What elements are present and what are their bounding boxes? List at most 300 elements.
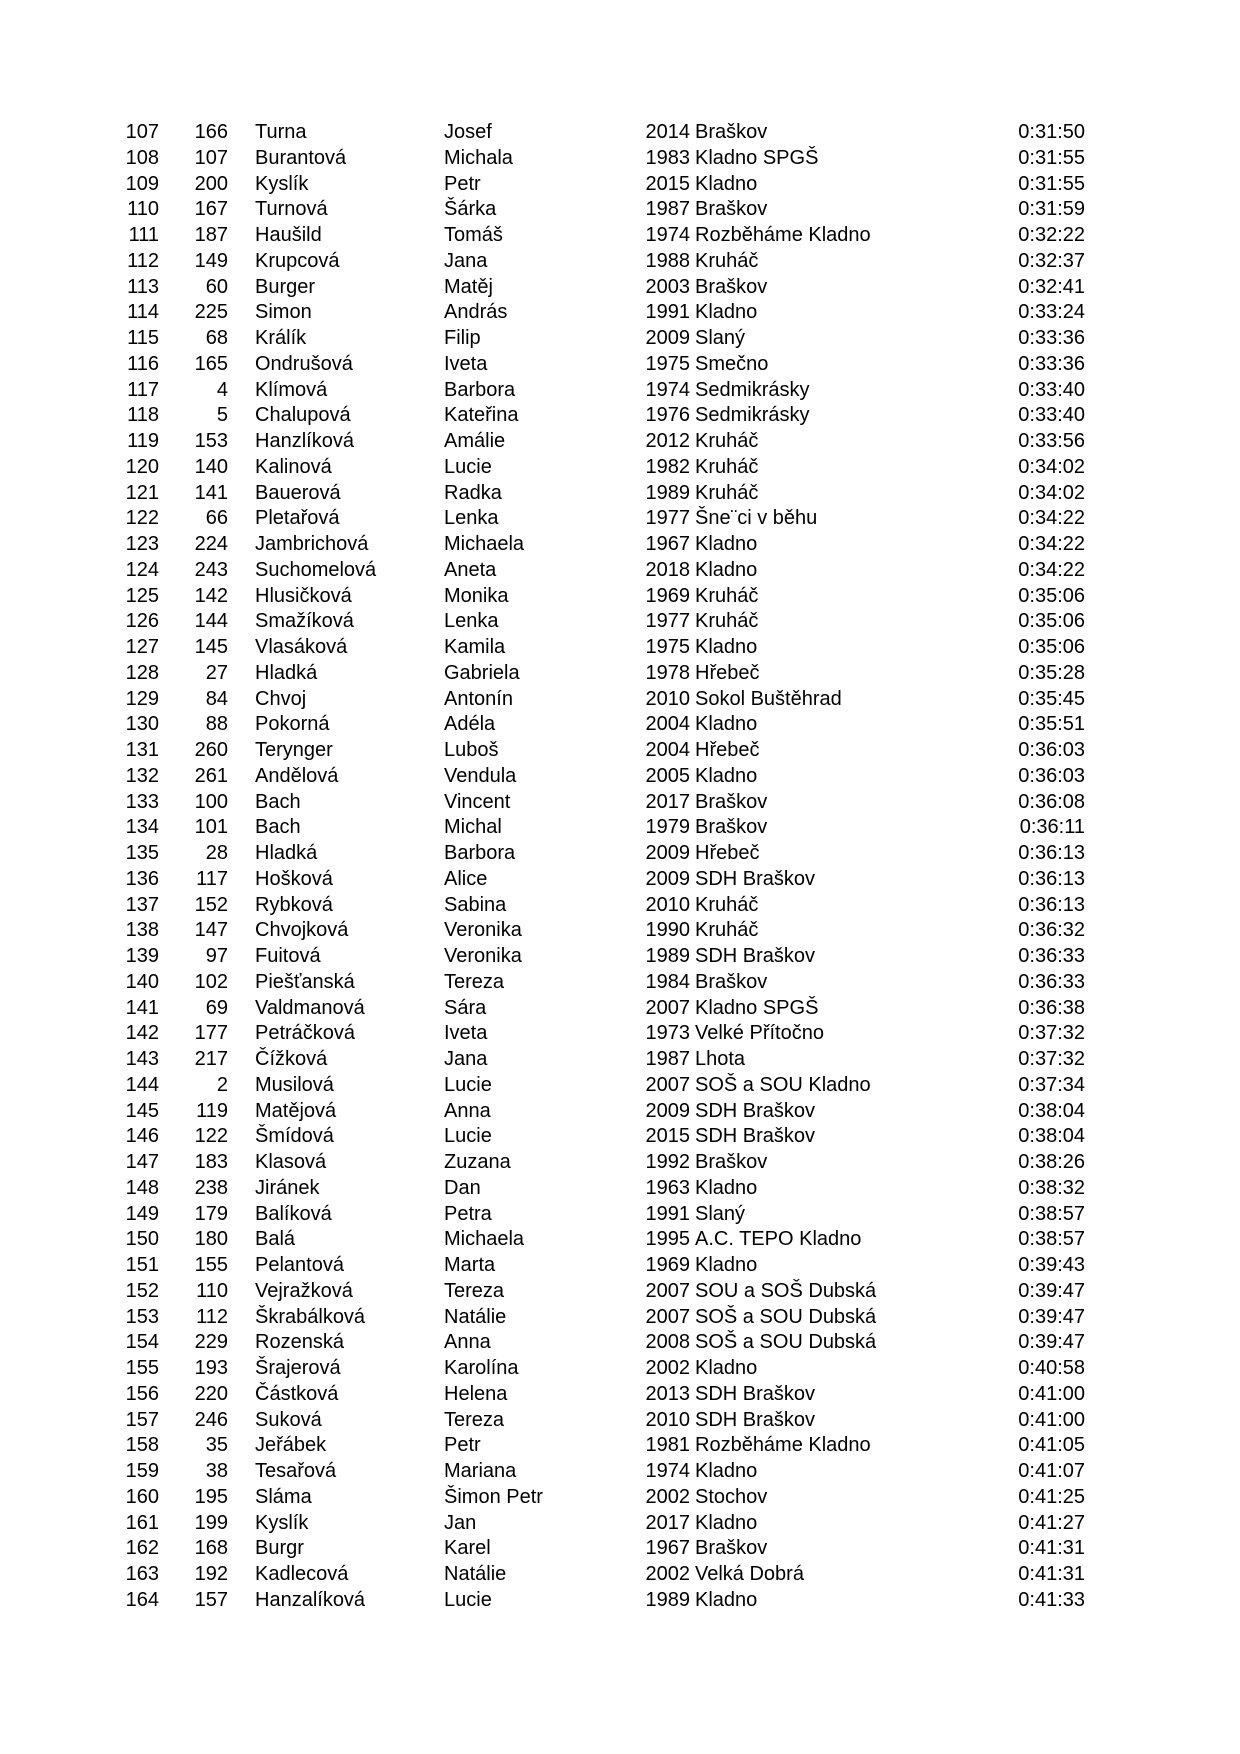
table-row [112, 918, 1085, 944]
table-row [112, 300, 1085, 326]
start-number-cell: 179 [194, 1202, 228, 1225]
birth-year-cell: 1989 [645, 945, 690, 967]
birth-year-cell: 2010 [645, 893, 690, 916]
start-number-cell: 187 [194, 224, 228, 246]
rank-cell: 161 [125, 1511, 159, 1534]
surname-cell: Hlusičková [255, 584, 352, 607]
finish-time-cell: 0:32:37 [1018, 249, 1085, 272]
club-cell: Kruháč [695, 481, 759, 504]
surname-cell: Musilová [255, 1073, 334, 1096]
club-cell: Smečno [695, 352, 769, 375]
club-cell: Braškov [695, 121, 768, 143]
surname-cell: Terynger [255, 739, 333, 761]
finish-time-cell: 0:35:51 [1018, 713, 1085, 736]
table-row [112, 1588, 1085, 1614]
table-row [112, 1511, 1085, 1537]
table-row [112, 506, 1085, 532]
club-cell: Kladno [695, 1588, 758, 1611]
club-cell: Hřebeč [695, 842, 760, 864]
finish-time-cell: 0:33:36 [1018, 352, 1085, 375]
rank-cell: 159 [125, 1460, 159, 1482]
club-cell: Kladno [695, 1511, 758, 1534]
club-cell: Lhota [695, 1048, 746, 1070]
birth-year-cell: 1991 [645, 1202, 690, 1225]
surname-cell: Pletařová [255, 507, 340, 530]
start-number-cell: 38 [205, 1460, 228, 1482]
rank-cell: 131 [125, 739, 159, 761]
finish-time-cell: 0:31:50 [1018, 121, 1085, 143]
finish-time-cell: 0:38:57 [1018, 1228, 1085, 1251]
club-cell: Rozběháme Kladno [695, 224, 871, 246]
finish-time-cell: 0:41:27 [1018, 1511, 1085, 1534]
table-row [112, 1124, 1085, 1150]
table-row [112, 172, 1085, 198]
finish-time-cell: 0:35:45 [1018, 687, 1085, 710]
start-number-cell: 27 [205, 661, 228, 684]
table-row [112, 815, 1085, 841]
surname-cell: Kalinová [255, 455, 332, 478]
start-number-cell: 110 [196, 1279, 228, 1302]
club-cell: Šne¨ci v běhu [695, 507, 818, 530]
club-cell: Kladno SPGŠ [695, 996, 819, 1019]
club-cell: Braškov [695, 1537, 768, 1560]
first-name-cell: Barbora [444, 378, 516, 401]
start-number-cell: 122 [194, 1125, 228, 1148]
finish-time-cell: 0:35:06 [1018, 610, 1085, 633]
first-name-cell: Tomáš [444, 224, 503, 246]
rank-cell: 123 [125, 533, 159, 555]
first-name-cell: Josef [444, 121, 492, 143]
club-cell: Kladno [695, 558, 758, 581]
club-cell: SDH Braškov [695, 1099, 816, 1122]
birth-year-cell: 2009 [645, 842, 690, 864]
start-number-cell: 225 [194, 301, 228, 324]
club-cell: SDH Braškov [695, 1408, 816, 1431]
surname-cell: Simon [255, 301, 312, 324]
first-name-cell: Michala [444, 146, 513, 169]
first-name-cell: Amálie [444, 430, 506, 452]
start-number-cell: 35 [205, 1434, 228, 1457]
table-row [112, 841, 1085, 867]
surname-cell: Králík [255, 327, 307, 349]
table-row [112, 1459, 1085, 1485]
finish-time-cell: 0:39:43 [1018, 1254, 1085, 1276]
surname-cell: Bach [255, 790, 301, 813]
finish-time-cell: 0:38:26 [1018, 1151, 1085, 1173]
surname-cell: Suchomelová [255, 558, 377, 581]
birth-year-cell: 2009 [645, 327, 690, 349]
rank-cell: 116 [127, 352, 159, 375]
club-cell: SOŠ a SOU Dubská [695, 1331, 877, 1354]
rank-cell: 151 [125, 1254, 159, 1276]
finish-time-cell: 0:33:56 [1018, 430, 1085, 452]
finish-time-cell: 0:36:13 [1018, 842, 1085, 864]
table-row [112, 1150, 1085, 1176]
finish-time-cell: 0:38:04 [1018, 1099, 1085, 1122]
first-name-cell: Matěj [444, 275, 493, 298]
club-cell: Braškov [695, 198, 768, 221]
rank-cell: 134 [125, 816, 159, 839]
table-row [112, 1279, 1085, 1305]
table-row [112, 1202, 1085, 1228]
surname-cell: Bauerová [255, 481, 341, 504]
surname-cell: Jiránek [255, 1176, 320, 1199]
table-row [112, 867, 1085, 893]
start-number-cell: 260 [194, 739, 228, 761]
first-name-cell: Antonín [444, 687, 513, 710]
rank-cell: 164 [125, 1588, 159, 1611]
first-name-cell: Monika [444, 584, 509, 607]
club-cell: Kladno [695, 636, 758, 658]
club-cell: Kruháč [695, 893, 759, 916]
table-row [112, 1356, 1085, 1382]
rank-cell: 154 [125, 1331, 159, 1354]
birth-year-cell: 2003 [645, 275, 690, 298]
birth-year-cell: 1995 [645, 1228, 690, 1251]
first-name-cell: Mariana [444, 1460, 517, 1482]
birth-year-cell: 2002 [645, 1563, 690, 1585]
finish-time-cell: 0:41:25 [1018, 1485, 1085, 1508]
rank-cell: 141 [125, 996, 159, 1019]
birth-year-cell: 2007 [645, 1305, 690, 1328]
finish-time-cell: 0:31:55 [1018, 146, 1085, 169]
table-row [112, 1227, 1085, 1253]
first-name-cell: Natálie [444, 1305, 507, 1328]
first-name-cell: Iveta [444, 1022, 488, 1045]
table-row [112, 146, 1085, 172]
start-number-cell: 165 [194, 352, 228, 375]
rank-cell: 135 [125, 842, 159, 864]
finish-time-cell: 0:41:00 [1018, 1382, 1085, 1405]
start-number-cell: 177 [194, 1022, 228, 1045]
first-name-cell: Helena [444, 1382, 508, 1405]
table-row [112, 1305, 1085, 1331]
rank-cell: 115 [127, 327, 159, 349]
finish-time-cell: 0:38:57 [1018, 1202, 1085, 1225]
finish-time-cell: 0:38:04 [1018, 1125, 1085, 1148]
rank-cell: 128 [125, 661, 159, 684]
table-row [112, 790, 1085, 816]
surname-cell: Chalupová [255, 404, 351, 427]
rank-cell: 153 [125, 1305, 159, 1328]
first-name-cell: Veronika [444, 919, 522, 942]
rank-cell: 129 [125, 687, 159, 710]
table-row [112, 661, 1085, 687]
table-row [112, 275, 1085, 301]
rank-cell: 147 [125, 1151, 159, 1173]
birth-year-cell: 1973 [645, 1022, 690, 1045]
rank-cell: 137 [125, 893, 159, 916]
start-number-cell: 84 [205, 687, 228, 710]
surname-cell: Smažíková [255, 610, 354, 633]
birth-year-cell: 2017 [645, 790, 690, 813]
club-cell: SDH Braškov [695, 1382, 816, 1405]
finish-time-cell: 0:31:59 [1018, 198, 1085, 221]
rank-cell: 142 [125, 1022, 159, 1045]
surname-cell: Klasová [255, 1151, 327, 1173]
birth-year-cell: 1989 [645, 481, 690, 504]
start-number-cell: 149 [194, 249, 228, 272]
finish-time-cell: 0:41:31 [1018, 1563, 1085, 1585]
rank-cell: 145 [125, 1099, 159, 1122]
table-row [112, 635, 1085, 661]
rank-cell: 120 [125, 455, 159, 478]
first-name-cell: Karolína [444, 1357, 519, 1379]
table-row [112, 558, 1085, 584]
rank-cell: 136 [125, 867, 159, 890]
first-name-cell: Barbora [444, 842, 516, 864]
first-name-cell: Veronika [444, 945, 522, 967]
first-name-cell: Iveta [444, 352, 488, 375]
surname-cell: Balá [255, 1228, 296, 1251]
table-row [112, 1073, 1085, 1099]
finish-time-cell: 0:39:47 [1018, 1331, 1085, 1354]
start-number-cell: 117 [196, 867, 228, 890]
surname-cell: Hladká [255, 661, 318, 684]
birth-year-cell: 1982 [645, 455, 690, 478]
club-cell: Sedmikrásky [695, 378, 810, 401]
table-row [112, 1330, 1085, 1356]
start-number-cell: 66 [205, 507, 228, 530]
finish-time-cell: 0:33:24 [1018, 301, 1085, 324]
table-row [112, 532, 1085, 558]
table-row [112, 120, 1085, 146]
surname-cell: Sláma [255, 1485, 312, 1508]
rank-cell: 156 [125, 1382, 159, 1405]
first-name-cell: Natálie [444, 1563, 507, 1585]
start-number-cell: 199 [194, 1511, 228, 1534]
first-name-cell: Tereza [444, 1279, 505, 1302]
finish-time-cell: 0:36:32 [1018, 919, 1085, 942]
surname-cell: Hanzalíková [255, 1588, 366, 1611]
birth-year-cell: 1979 [645, 816, 690, 839]
surname-cell: Čížková [255, 1048, 328, 1070]
surname-cell: Kyslík [255, 172, 309, 195]
birth-year-cell: 1975 [645, 352, 690, 375]
first-name-cell: Kamila [444, 636, 506, 658]
first-name-cell: Michal [444, 816, 502, 839]
table-row [112, 893, 1085, 919]
birth-year-cell: 2013 [645, 1382, 690, 1405]
birth-year-cell: 2007 [645, 996, 690, 1019]
rank-cell: 155 [125, 1357, 159, 1379]
first-name-cell: Lucie [444, 1125, 492, 1148]
finish-time-cell: 0:32:22 [1018, 224, 1085, 246]
club-cell: Kruháč [695, 919, 759, 942]
finish-time-cell: 0:35:28 [1018, 661, 1085, 684]
rank-cell: 133 [125, 790, 159, 813]
rank-cell: 122 [125, 507, 159, 530]
start-number-cell: 60 [205, 275, 228, 298]
start-number-cell: 102 [194, 970, 228, 993]
start-number-cell: 157 [194, 1588, 228, 1611]
rank-cell: 121 [125, 481, 159, 504]
table-row [112, 481, 1085, 507]
table-row [112, 1562, 1085, 1588]
table-row [112, 1021, 1085, 1047]
first-name-cell: Jana [444, 249, 488, 272]
first-name-cell: Luboš [444, 739, 499, 761]
club-cell: Braškov [695, 790, 768, 813]
surname-cell: Petráčková [255, 1022, 356, 1045]
start-number-cell: 224 [194, 533, 228, 555]
club-cell: Kladno [695, 1357, 758, 1379]
table-row [112, 996, 1085, 1022]
surname-cell: Rybková [255, 893, 333, 916]
surname-cell: Burger [255, 275, 316, 298]
rank-cell: 114 [127, 301, 159, 324]
finish-time-cell: 0:36:11 [1019, 816, 1085, 839]
rank-cell: 117 [127, 378, 159, 401]
start-number-cell: 246 [194, 1408, 228, 1431]
start-number-cell: 217 [194, 1048, 228, 1070]
finish-time-cell: 0:36:38 [1018, 996, 1085, 1019]
birth-year-cell: 2015 [645, 1125, 690, 1148]
finish-time-cell: 0:36:33 [1018, 970, 1085, 993]
surname-cell: Pelantová [255, 1254, 344, 1276]
start-number-cell: 195 [194, 1485, 228, 1508]
first-name-cell: Michaela [444, 533, 525, 555]
table-row [112, 1176, 1085, 1202]
start-number-cell: 183 [194, 1151, 228, 1173]
first-name-cell: Adéla [444, 713, 496, 736]
rank-cell: 162 [125, 1537, 159, 1560]
birth-year-cell: 1967 [645, 533, 690, 555]
club-cell: Kladno [695, 1254, 758, 1276]
surname-cell: Kyslík [255, 1511, 309, 1534]
rank-cell: 126 [125, 610, 159, 633]
start-number-cell: 68 [205, 327, 228, 349]
birth-year-cell: 1977 [645, 507, 690, 530]
table-row [112, 1433, 1085, 1459]
surname-cell: Šmídová [255, 1125, 334, 1148]
start-number-cell: 2 [216, 1073, 228, 1096]
birth-year-cell: 2012 [645, 430, 690, 452]
club-cell: Braškov [695, 970, 768, 993]
rank-cell: 110 [127, 198, 159, 221]
surname-cell: Krupcová [255, 249, 340, 272]
birth-year-cell: 2009 [645, 1099, 690, 1122]
start-number-cell: 238 [194, 1176, 228, 1199]
rank-cell: 146 [125, 1125, 159, 1148]
table-row [112, 584, 1085, 610]
birth-year-cell: 1978 [645, 661, 690, 684]
surname-cell: Matějová [255, 1099, 337, 1122]
club-cell: Kruháč [695, 455, 759, 478]
birth-year-cell: 1974 [645, 224, 690, 246]
rank-cell: 148 [125, 1176, 159, 1199]
rank-cell: 124 [125, 558, 159, 581]
surname-cell: Pokorná [255, 713, 330, 736]
start-number-cell: 28 [205, 842, 228, 864]
club-cell: Hřebeč [695, 739, 760, 761]
birth-year-cell: 2008 [645, 1331, 690, 1354]
club-cell: Kladno [695, 172, 758, 195]
rank-cell: 118 [127, 404, 159, 427]
start-number-cell: 192 [194, 1563, 228, 1585]
birth-year-cell: 1963 [645, 1176, 690, 1199]
finish-time-cell: 0:34:22 [1018, 533, 1085, 555]
rank-cell: 139 [125, 945, 159, 967]
finish-time-cell: 0:36:13 [1018, 867, 1085, 890]
start-number-cell: 193 [194, 1357, 228, 1379]
first-name-cell: Kateřina [444, 404, 519, 427]
first-name-cell: Petra [444, 1202, 492, 1225]
finish-time-cell: 0:41:07 [1018, 1460, 1085, 1482]
start-number-cell: 101 [194, 816, 228, 839]
first-name-cell: András [444, 301, 508, 324]
start-number-cell: 155 [194, 1254, 228, 1276]
start-number-cell: 229 [194, 1331, 228, 1354]
table-row [112, 352, 1085, 378]
first-name-cell: Petr [444, 1434, 481, 1457]
first-name-cell: Michaela [444, 1228, 525, 1251]
results-table-body [112, 120, 1085, 1614]
start-number-cell: 107 [194, 146, 228, 169]
club-cell: Slaný [695, 327, 746, 349]
surname-cell: Chvojková [255, 919, 349, 942]
rank-cell: 157 [125, 1408, 159, 1431]
birth-year-cell: 1974 [645, 378, 690, 401]
rank-cell: 113 [127, 275, 159, 298]
surname-cell: Suková [255, 1408, 322, 1431]
rank-cell: 140 [125, 970, 159, 993]
club-cell: Kladno [695, 1460, 758, 1482]
finish-time-cell: 0:33:40 [1018, 404, 1085, 427]
surname-cell: Rozenská [255, 1331, 344, 1354]
club-cell: Kruháč [695, 584, 759, 607]
start-number-cell: 140 [194, 455, 228, 478]
club-cell: SDH Braškov [695, 867, 816, 890]
surname-cell: Bach [255, 816, 301, 839]
finish-time-cell: 0:36:03 [1018, 764, 1085, 787]
birth-year-cell: 2014 [645, 121, 690, 143]
start-number-cell: 145 [194, 636, 228, 658]
first-name-cell: Karel [444, 1537, 491, 1560]
surname-cell: Ondrušová [255, 352, 353, 375]
birth-year-cell: 2018 [645, 558, 690, 581]
start-number-cell: 5 [216, 404, 228, 427]
birth-year-cell: 1990 [645, 919, 690, 942]
first-name-cell: Filip [444, 327, 481, 349]
birth-year-cell: 1975 [645, 636, 690, 658]
first-name-cell: Vendula [444, 764, 517, 787]
start-number-cell: 152 [194, 893, 228, 916]
club-cell: SDH Braškov [695, 945, 816, 967]
start-number-cell: 141 [194, 481, 228, 504]
birth-year-cell: 1976 [645, 404, 690, 427]
table-row [112, 197, 1085, 223]
surname-cell: Kadlecová [255, 1563, 349, 1585]
table-row [112, 944, 1085, 970]
start-number-cell: 261 [194, 764, 228, 787]
first-name-cell: Alice [444, 867, 488, 890]
club-cell: Kladno [695, 533, 758, 555]
surname-cell: Jambrichová [255, 533, 369, 555]
club-cell: Kladno [695, 1176, 758, 1199]
rank-cell: 160 [125, 1485, 159, 1508]
start-number-cell: 166 [194, 121, 228, 143]
table-row [112, 1408, 1085, 1434]
surname-cell: Fuitová [255, 945, 321, 967]
table-row [112, 609, 1085, 635]
birth-year-cell: 1983 [645, 146, 690, 169]
finish-time-cell: 0:41:05 [1018, 1434, 1085, 1457]
finish-time-cell: 0:34:22 [1018, 558, 1085, 581]
surname-cell: Vejražková [255, 1279, 353, 1302]
surname-cell: Částková [255, 1382, 339, 1405]
first-name-cell: Jana [444, 1048, 488, 1070]
